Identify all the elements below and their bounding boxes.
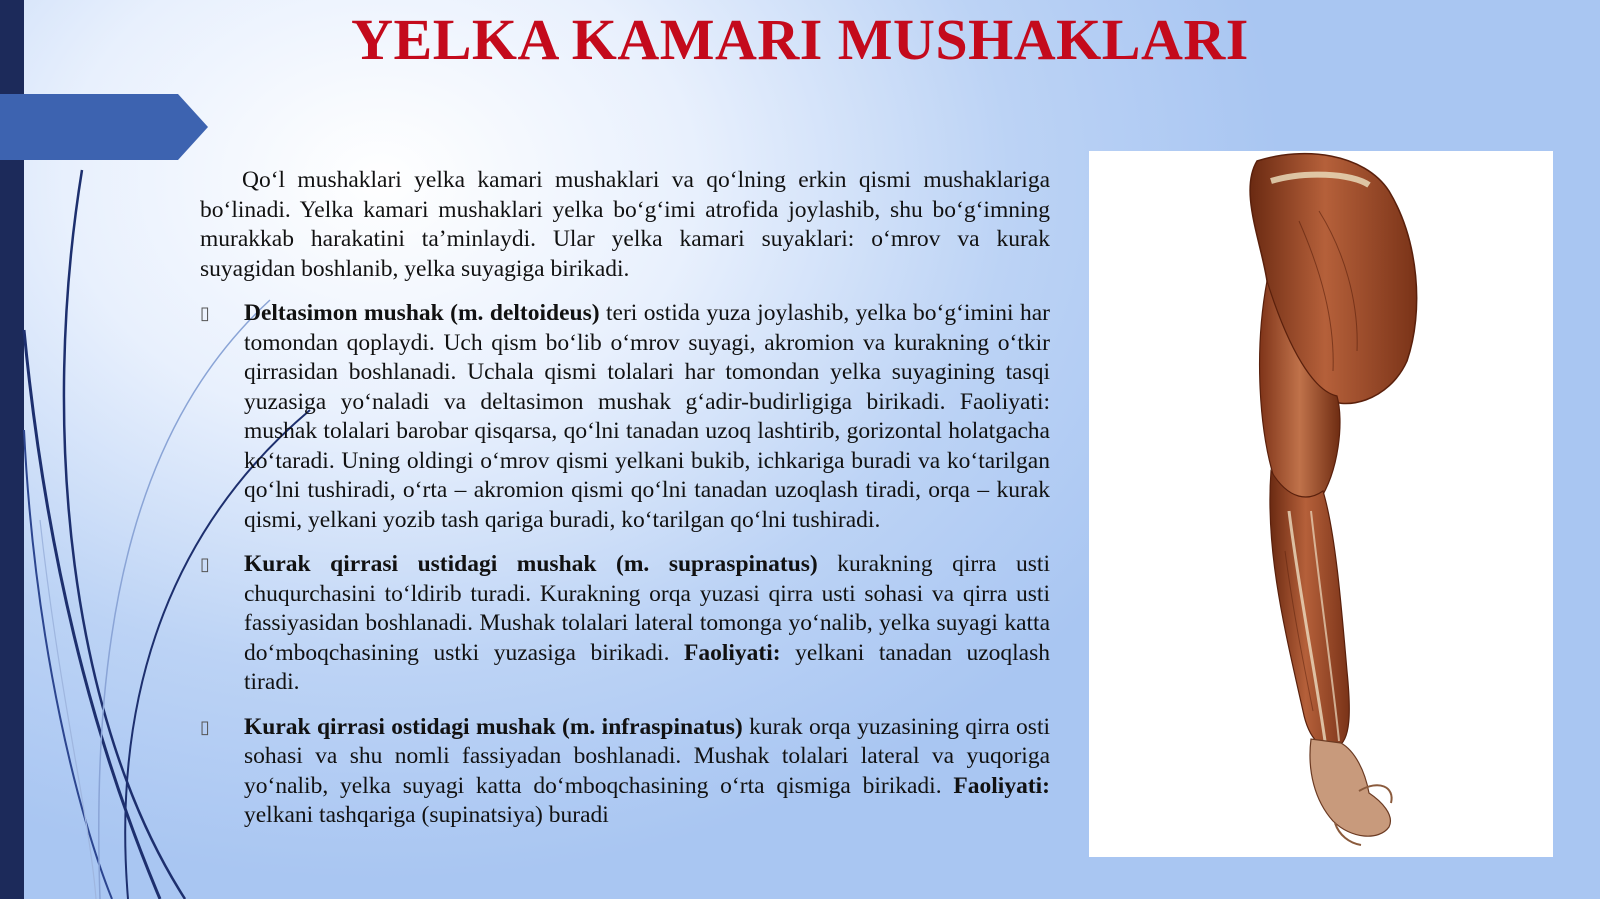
bullet-function-text: yelkani tanadan uzoqlash tiradi. bbox=[244, 639, 1051, 695]
bullet-term: Deltasimon mushak (m. deltoideus) bbox=[244, 300, 600, 326]
bullet-deltoideus bbox=[200, 299, 1050, 535]
bullet-function-label: Faoliyati: bbox=[684, 639, 781, 666]
bullet-text: kurakning qirra usti chuqurchasini to‘ldirib turadi. Kurakning orqa yuzasi qirra usti sohasi va qirra usti fassiyasidan boshlanadi. Mushak tolalari lateral tomonga yo‘nalib, yelka suyagi katta do‘mboqchasining ustki yuzasiga birikadi. bbox=[244, 551, 1050, 666]
bullet-function-text: yelkani tashqariga (supinatsiya) buradi bbox=[244, 802, 609, 828]
bullet-box-icon: ▯ bbox=[200, 716, 210, 738]
bullet-function-label: Faoliyati: bbox=[953, 772, 1050, 799]
content-text-block bbox=[200, 166, 1050, 846]
intro-paragraph: Qo‘l mushaklari yelka kamari mushaklari va qo‘lning erkin qismi mushaklariga bo‘linadi. Yelka kamari mushaklari yelka bo‘g‘imi atrofida joylashib, shu bo‘g‘imning murakkab harakatini ta’minlaydi. Ular yelka kamari suyaklari: o‘mrov va kurak suyagidan boshlanib, yelka suyagiga birikadi. bbox=[200, 167, 1050, 282]
arm-muscle-illustration bbox=[1089, 151, 1553, 857]
arm-muscle-drawing bbox=[1089, 151, 1553, 857]
bullet-infraspinatus bbox=[200, 713, 1050, 831]
bullet-text: teri ostida yuza joylashib, yelka bo‘g‘imini har tomondan qoplaydi. Uch qism bo‘lib o‘mrov suyagi, akromion va kurakning o‘tkir qirrasidan boshlanadi. Uchala qismi tolalari har tomondan yelka suyagining tasqi yuzasiga yo‘naladi va deltasimon mushak g‘adir-budirligiga birikadi. Faoliyati: mushak tolalari barobar qisqarsa, qo‘lni tanadan uzoq lashtirib, gorizontal holatgacha ko‘taradi. Uning oldingi o‘mrov qismi yelkani bukib, ichkariga buradi va ko‘tarilgan qo‘lni tushiradi, o‘rta – akromion qismi qo‘lni tanadan uzoqlash tiradi, orqa – kurak qismi, yelkani yozib tash qariga buradi, ko‘tarilgan qo‘lni tushiradi. bbox=[244, 300, 1050, 533]
bullet-box-icon: ▯ bbox=[200, 554, 210, 575]
bullet-term: Kurak qirrasi ostidagi mushak (m. infraspinatus) bbox=[244, 713, 743, 740]
bullet-term: Kurak qirrasi ustidagi mushak (m. supraspinatus) bbox=[244, 551, 818, 577]
bullet-text: kurak orqa yuzasining qirra osti sohasi va shu nomli fassiyadan boshlanadi. Mushak tolalari lateral va yuqoriga yo‘nalib, yelka suyagi katta do‘mboqchasining o‘rta qismiga birikadi. bbox=[244, 713, 1051, 799]
slide-title: YELKA KAMARI MUSHAKLARI bbox=[351, 7, 1249, 72]
bullet-box-icon: ▯ bbox=[200, 303, 210, 324]
bullet-supraspinatus bbox=[200, 550, 1050, 698]
